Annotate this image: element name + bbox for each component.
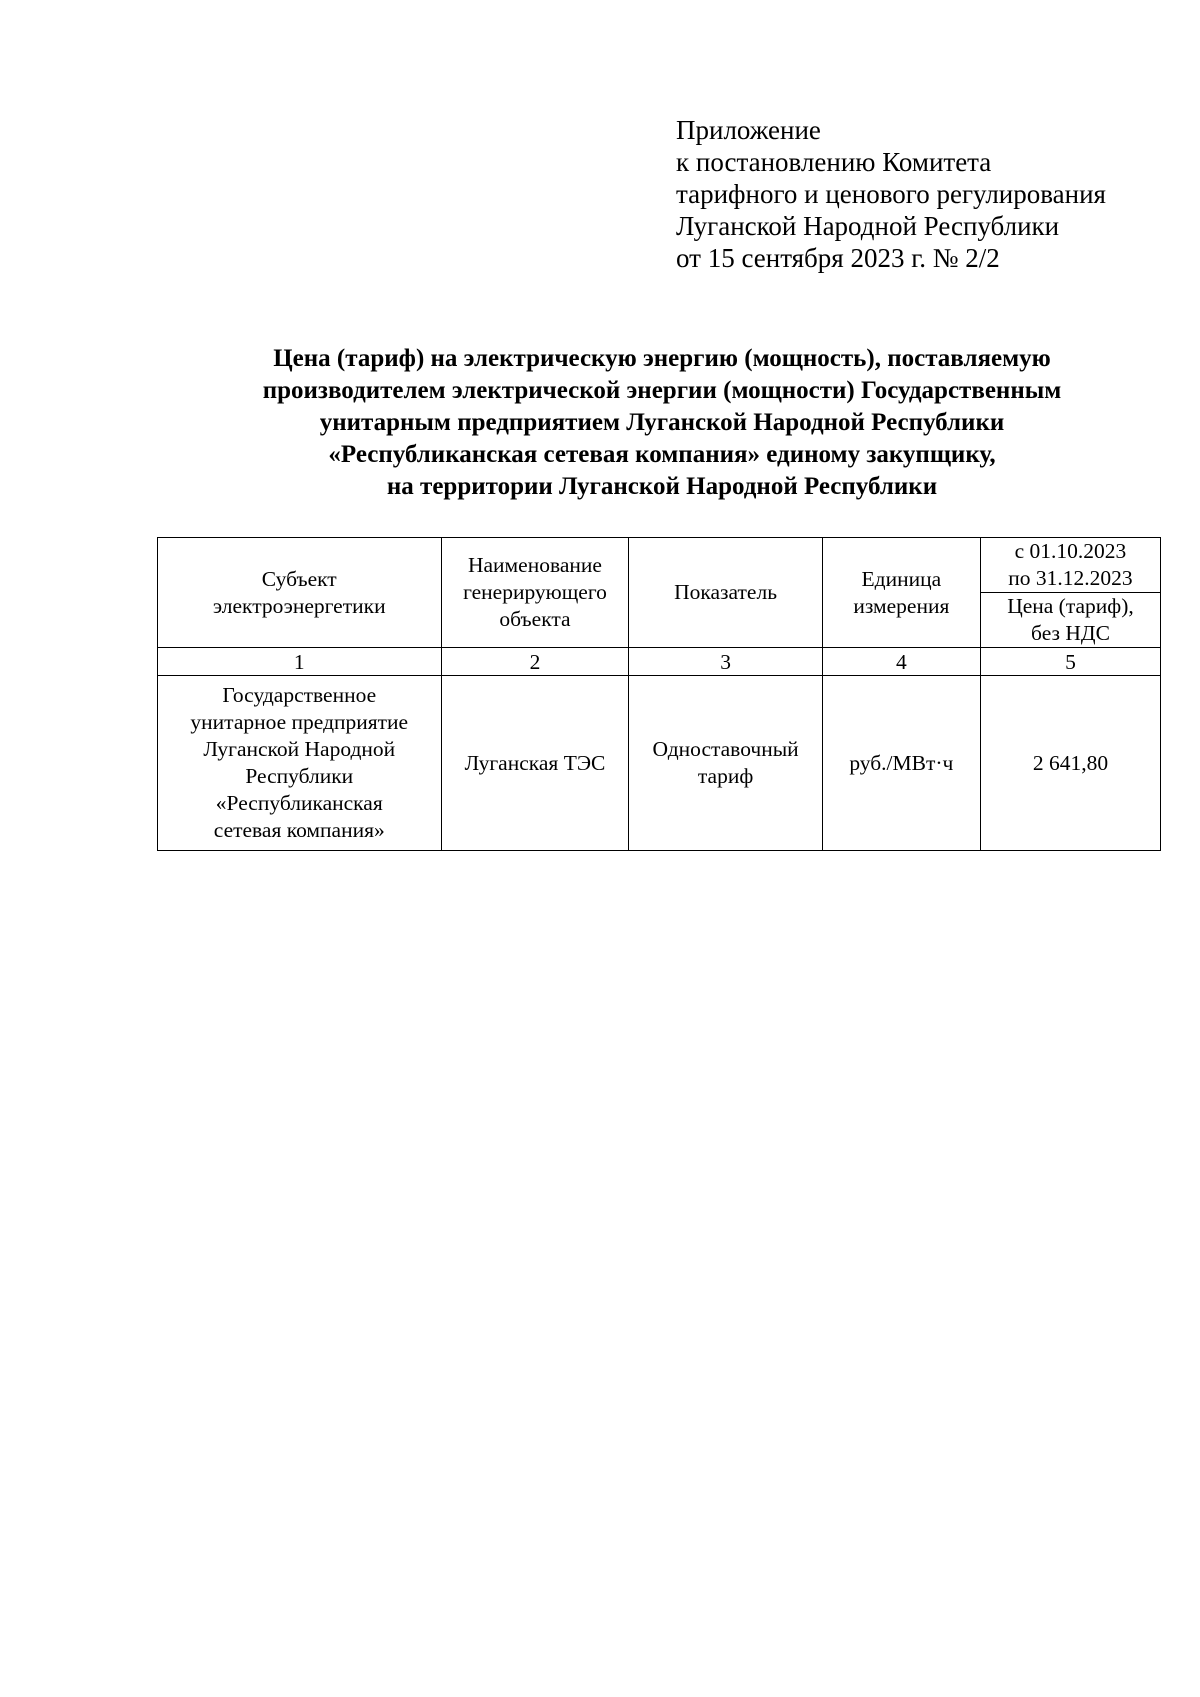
column-number: 1: [158, 648, 442, 676]
title-line: на территории Луганской Народной Республики: [386, 473, 938, 500]
column-number: 4: [822, 648, 980, 676]
column-number: 3: [629, 648, 822, 676]
header-indicator: Показатель: [629, 538, 822, 648]
annex-line: к постановлению Комитета: [676, 147, 992, 177]
annex-line: тарифного и ценового регулирования: [676, 179, 1106, 209]
title-line: производителем электрической энергии (мощности) Государственным: [262, 377, 1062, 404]
title-line: Цена (тариф) на электрическую энергию (мощность), поставляемую: [273, 345, 1051, 372]
column-number: 2: [441, 648, 629, 676]
annex-line: Луганской Народной Республики: [676, 211, 1060, 241]
title-line: унитарным предприятием Луганской Народной Республики: [319, 409, 1005, 436]
header-row: [158, 538, 1161, 593]
document-title: [150, 343, 1174, 503]
header-object: Наименование генерирующего объекта: [441, 538, 629, 648]
cell-unit: руб./МВт·ч: [822, 676, 980, 851]
annex-line: от 15 сентября 2023 г. № 2/2: [676, 243, 1000, 273]
cell-price: 2 641,80: [980, 676, 1160, 851]
table-row: [158, 676, 1161, 851]
cell-indicator: Одноставочный тариф: [629, 676, 822, 851]
title-line: «Республиканская сетевая компания» единому закупщику,: [328, 441, 996, 468]
header-subject: Субъект электроэнергетики: [158, 538, 442, 648]
tariff-table: [157, 537, 1161, 851]
column-number: 5: [980, 648, 1160, 676]
header-unit: Единица измерения: [822, 538, 980, 648]
header-price: Цена (тариф), без НДС: [980, 593, 1160, 648]
annex-line: Приложение: [676, 115, 821, 145]
column-number-row: [158, 648, 1161, 676]
cell-object: Луганская ТЭС: [441, 676, 629, 851]
annex-block: [676, 114, 1106, 274]
header-period: с 01.10.2023 по 31.12.2023: [980, 538, 1160, 593]
cell-subject: Государственное унитарное предприятие Луганской Народной Республики «Республиканская сетевая компания»: [158, 676, 442, 851]
